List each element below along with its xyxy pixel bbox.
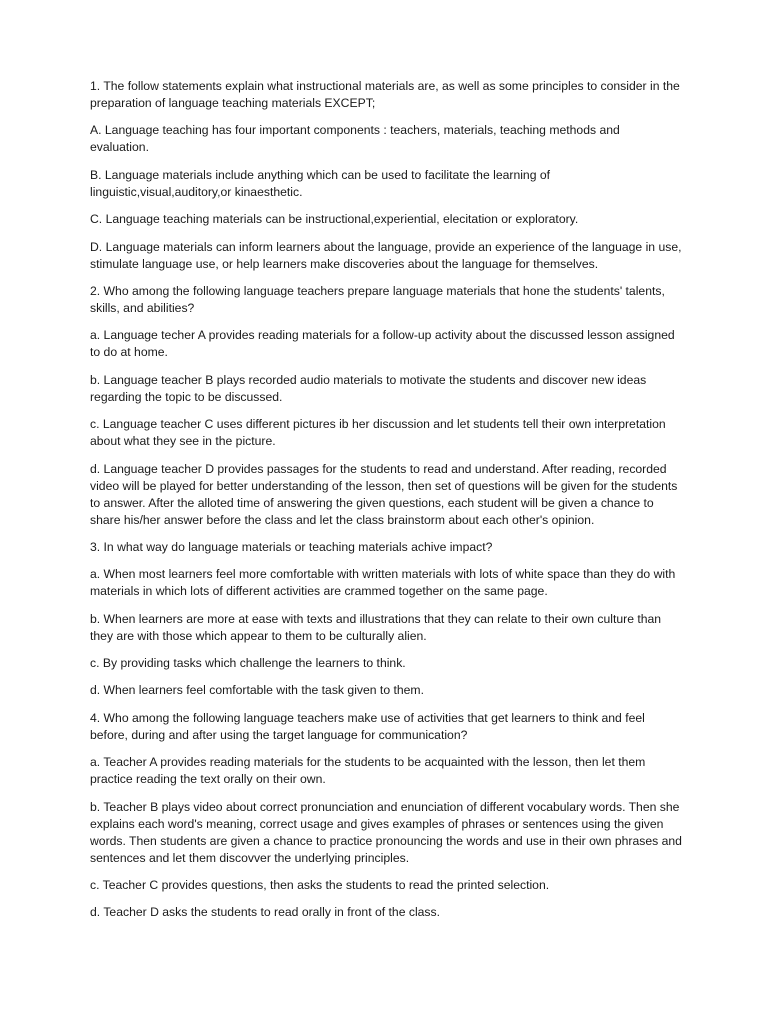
question-2-option-c: c. Language teacher C uses different pictures ib her discussion and let students tell their own interpretation about what they see in the picture. (90, 417, 666, 449)
question-4-option-d: d. Teacher D asks the students to read orally in front of the class. (90, 905, 441, 920)
question-1-option-d: D. Language materials can inform learners about the language, provide an experience of the language in use, stimulate language use, or help learners make discoveries about the language for themselves. (90, 239, 682, 271)
question-2-option-b: b. Language teacher B plays recorded audio materials to motivate the students and discover new ideas regarding the topic to be discussed. (90, 372, 647, 404)
question-4-option-c: c. Teacher C provides questions, then asks the students to read the printed selection. (90, 878, 550, 893)
question-2-stem: 2. Who among the following language teachers prepare language materials that hone the students' talents, skills, and abilities? (90, 283, 665, 315)
question-3-option-b: b. When learners are more at ease with texts and illustrations that they can relate to their own culture than they are with those which appear to them to be culturally alien. (90, 611, 662, 643)
question-1-stem: 1. The follow statements explain what instructional materials are, as well as some principles to consider in the preparation of language teaching materials EXCEPT; (90, 79, 680, 110)
question-4-stem: 4. Who among the following language teachers make use of activities that get learners to think and feel before, during and after using the target language for communication? (90, 710, 645, 742)
question-3-option-d: d. When learners feel comfortable with the task given to them. (90, 683, 424, 698)
document-page (90, 78, 682, 932)
question-4-option-a: a. Teacher A provides reading materials for the students to be acquainted with the lesson, then let them practice reading the text orally on their own. (90, 755, 646, 787)
question-1-option-a: A. Language teaching has four important components : teachers, materials, teaching methods and evaluation. (90, 123, 620, 155)
question-4-option-b: b. Teacher B plays video about correct pronunciation and enunciation of different vocabulary words. Then she explains each word's meaning, correct usage and gives examples of phrases or sentences using the given words. Then students are given a chance to practice pronouncing the words and use in their own phrases and sentences and let them discovver the underlying principles. (90, 799, 682, 865)
question-2-option-a: a. Language techer A provides reading materials for a follow-up activity about the discussed lesson assigned to do at home. (90, 328, 675, 360)
question-3-option-a: a. When most learners feel more comfortable with written materials with lots of white space than they do with materials in which lots of different activities are crammed together on the same page. (90, 567, 676, 599)
question-2-option-d: d. Language teacher D provides passages for the students to read and understand. After reading, recorded video will be played for better understanding of the lesson, then set of questions will be given for the students to answer. After the alloted time of answering the given questions, each student will be given a chance to share his/her answer before the class and let the class brainstorm about each other's opinion. (90, 461, 678, 527)
question-1-option-b: B. Language materials include anything which can be used to facilitate the learning of linguistic,visual,auditory,or kinaesthetic. (90, 167, 551, 199)
question-3-option-c: c. By providing tasks which challenge the learners to think. (90, 656, 406, 671)
question-3-stem: 3. In what way do language materials or teaching materials achive impact? (90, 539, 493, 554)
question-1-option-c: C. Language teaching materials can be instructional,experiential, elecitation or exploratory. (90, 212, 579, 227)
